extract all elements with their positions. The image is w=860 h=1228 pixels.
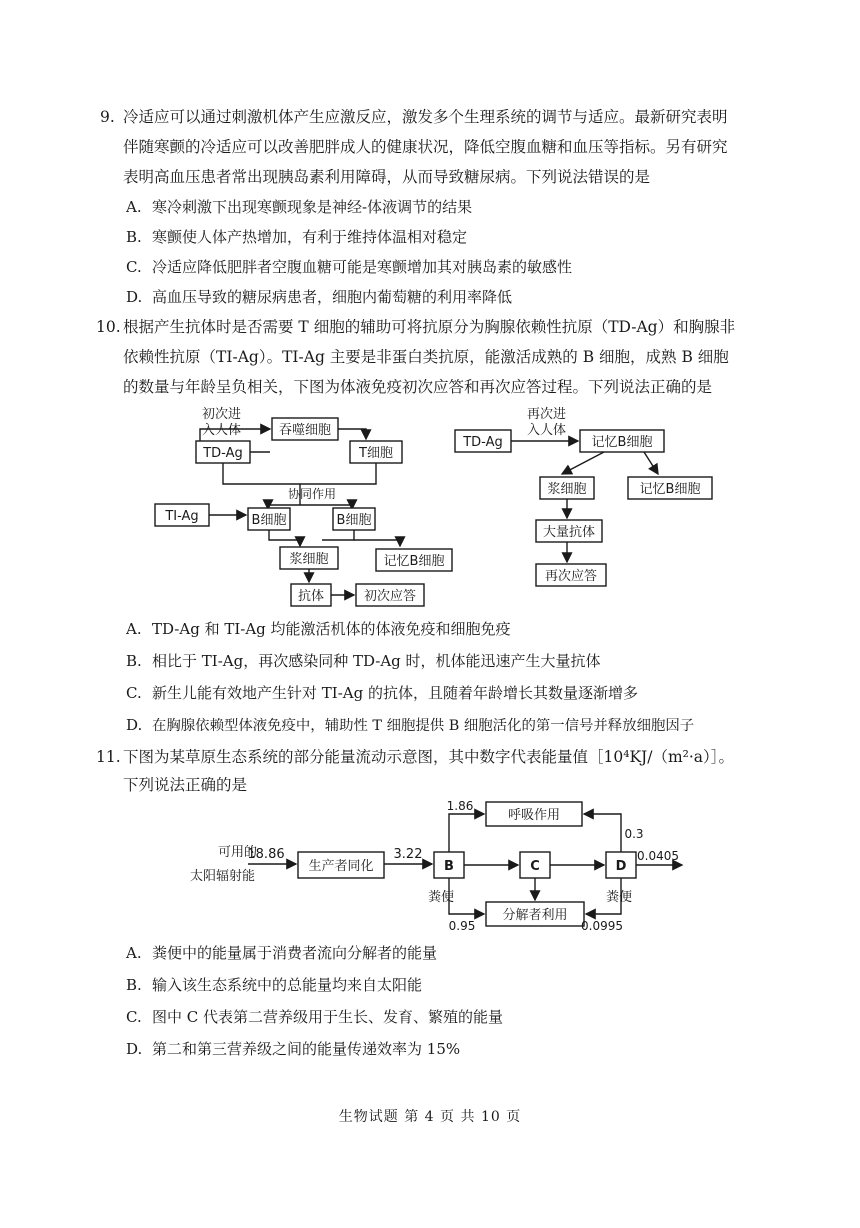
feces-b-value: 0.95 — [448, 919, 476, 933]
t-cell-label: T细胞 — [359, 446, 393, 461]
q11-option-b: B. 输入该生态系统中的总能量均来自太阳能 — [126, 976, 423, 994]
decomposer-label: 分解者利用 — [502, 908, 568, 923]
sunlight-label-1: 可用的 — [218, 845, 258, 860]
q9-stem-line-2: 伴随寒颤的冷适应可以改善肥胖成人的健康状况，降低空腹血糖和血压等指标。另有研究 — [123, 138, 728, 156]
q9-number: 9. — [100, 108, 115, 126]
phagocyte-label: 吞噬细胞 — [278, 423, 332, 438]
q10-stem-line-3: 的数量与年龄呈负相关，下图为体液免疫初次应答和再次应答过程。下列说法正确的是 — [123, 378, 713, 396]
q9-stem-line-1: 冷适应可以通过刺激机体产生应激反应，激发多个生理系统的调节与适应。最新研究表明 — [123, 108, 728, 126]
sunlight-label-2: 太阳辐射能 — [190, 869, 256, 884]
page-footer: 生物试题 第 4 页 共 10 页 — [338, 1109, 522, 1125]
feces-d-value: 0.0995 — [581, 919, 623, 933]
d-out-value: 0.0405 — [637, 849, 679, 863]
memory-b-label: 记忆B细胞 — [383, 554, 445, 569]
second-entry-label-2: 入人体 — [527, 423, 567, 438]
memory-b-label-3: 记忆B细胞 — [639, 482, 701, 497]
cooperation-label: 协同作用 — [287, 487, 337, 501]
memory-b-label-2: 记忆B细胞 — [591, 435, 653, 450]
q10-number: 10. — [96, 318, 121, 336]
q11-stem-line-1: 下图为某草原生态系统的部分能量流动示意图，其中数字代表能量值［10⁴KJ/（m²·a）］。 — [123, 748, 735, 766]
td-ag-label-2: TD-Ag — [463, 435, 503, 450]
q9-option-b: B. 寒颤使人体产热增加，有利于维持体温相对稳定 — [126, 228, 468, 246]
secondary-response-label: 再次应答 — [544, 569, 598, 584]
q10-option-d: D. 在胸腺依赖型体液免疫中，辅助性 T 细胞提供 B 细胞活化的第一信号并释放细胞因子 — [126, 716, 695, 734]
q10-stem-line-1: 根据产生抗体时是否需要 T 细胞的辅助可将抗原分为胸腺依赖性抗原（TD-Ag）和胸腺非 — [123, 318, 736, 336]
plasma-cell-label-2: 浆细胞 — [547, 482, 587, 497]
q11-option-a: A. 粪便中的能量属于消费者流向分解者的能量 — [126, 944, 438, 962]
feces-d-label: 粪便 — [606, 890, 633, 905]
feces-b-label: 粪便 — [428, 890, 455, 905]
many-antibody-label: 大量抗体 — [542, 525, 596, 540]
first-entry-label-2: 入人体 — [202, 423, 242, 438]
q10-option-a: A. TD-Ag 和 TI-Ag 均能激活机体的体液免疫和细胞免疫 — [126, 620, 511, 638]
sun-value: 18.86 — [247, 847, 285, 862]
q11-option-c: C. 图中 C 代表第二营养级用于生长、发育、繁殖的能量 — [126, 1008, 504, 1026]
resp-b-value: 1.86 — [446, 799, 474, 813]
q10-option-b: B. 相比于 TI-Ag，再次感染同种 TD-Ag 时，机体能迅速产生大量抗体 — [126, 652, 601, 670]
plasma-cell-label: 浆细胞 — [289, 552, 329, 567]
respiration-label: 呼吸作用 — [507, 808, 561, 823]
ti-ag-label: TI-Ag — [165, 509, 199, 524]
b-cell-label-1: B细胞 — [251, 513, 287, 528]
second-entry-label-1: 再次进 — [527, 407, 567, 422]
q11-option-d: D. 第二和第三营养级之间的能量传递效率为 15% — [126, 1040, 461, 1058]
q10-option-c: C. 新生儿能有效地产生针对 TI-Ag 的抗体，且随着年龄增长其数量逐渐增多 — [126, 684, 638, 702]
first-entry-label-1: 初次进 — [202, 407, 242, 422]
d-label: D — [615, 859, 627, 874]
q9-stem-line-3: 表明高血压患者常出现胰岛素利用障碍，从而导致糖尿病。下列说法错误的是 — [123, 168, 651, 186]
q11-number: 11. — [96, 748, 121, 766]
prod-value: 3.22 — [393, 847, 423, 862]
producer-label: 生产者同化 — [308, 859, 374, 874]
resp-d-value: 0.3 — [624, 827, 644, 841]
q9-option-d: D. 高血压导致的糖尿病患者，细胞内葡萄糖的利用率降低 — [126, 288, 513, 306]
q9-option-a: A. 寒冷刺激下出现寒颤现象是神经-体液调节的结果 — [126, 198, 473, 216]
q11-stem-line-2: 下列说法正确的是 — [123, 776, 248, 794]
td-ag-label: TD-Ag — [203, 446, 243, 461]
b-label: B — [444, 859, 454, 874]
q9-option-c: C. 冷适应降低肥胖者空腹血糖可能是寒颤增加其对胰岛素的敏感性 — [126, 258, 573, 276]
c-label: C — [530, 859, 540, 874]
antibody-label: 抗体 — [297, 589, 325, 604]
b-cell-label-2: B细胞 — [336, 513, 372, 528]
primary-response-label: 初次应答 — [363, 589, 417, 604]
q10-stem-line-2: 依赖性抗原（TI-Ag）。TI-Ag 主要是非蛋白类抗原，能激活成熟的 B 细胞，成熟 B 细胞 — [123, 348, 729, 366]
